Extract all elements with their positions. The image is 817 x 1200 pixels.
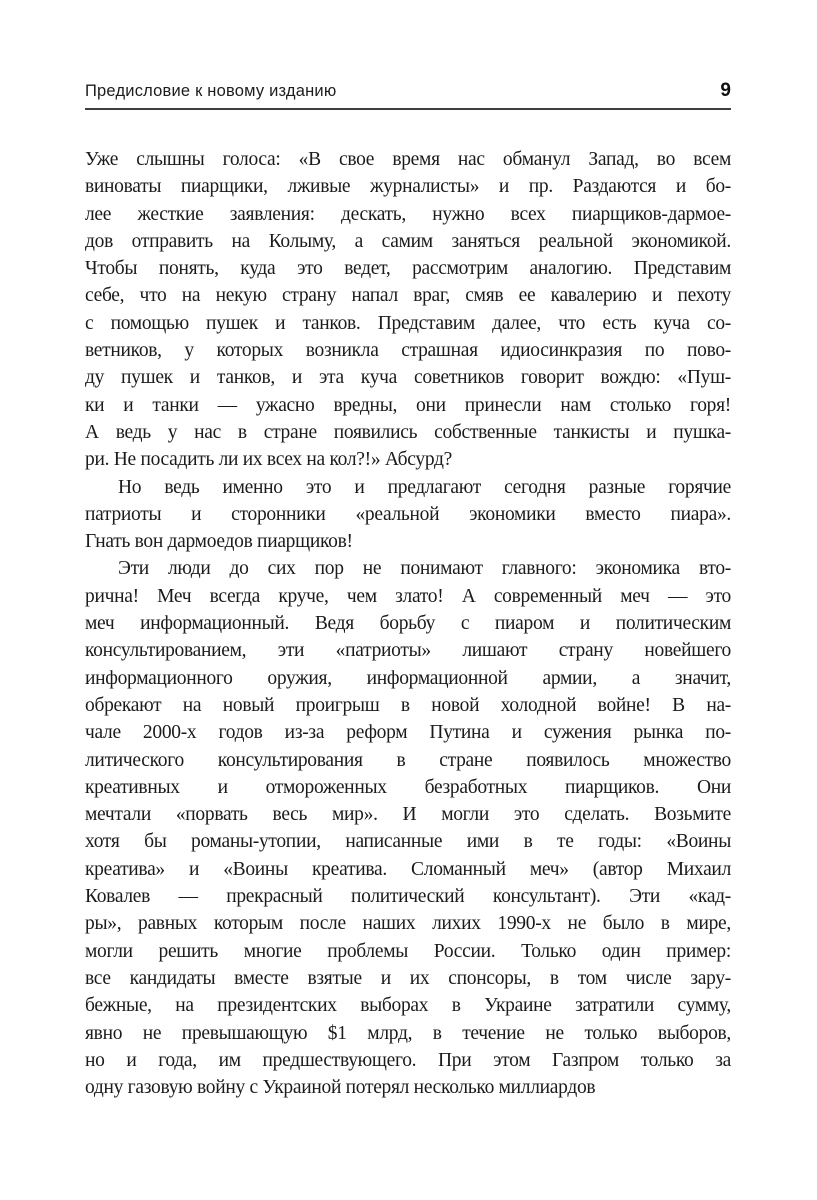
text-line: мечтали «порвать весь мир». И могли это сделать. Возьмите <box>85 804 731 826</box>
text-line: с помощью пушек и танков. Представим далее, что есть куча со- <box>85 312 731 334</box>
running-head-title: Предисловие к новому изданию <box>85 82 337 100</box>
text-line: лее жесткие заявления: дескать, нужно всех пиарщиков-дармое- <box>85 203 731 225</box>
text-line: Ковалев — прекрасный политический консультант). Эти «кад- <box>85 886 731 908</box>
text-line: креатива» и «Воины креатива. Сломанный меч» (автор Михаил <box>85 858 731 880</box>
text-line: патриоты и сторонники «реальной экономики вместо пиара». <box>85 503 731 525</box>
text-line: все кандидаты вместе взятые и их спонсоры, в том числе зару- <box>85 967 731 989</box>
text-line: виноваты пиарщики, лживые журналисты» и пр. Раздаются и бо- <box>85 176 731 198</box>
text-line: чале 2000-х годов из-за реформ Путина и сужения рынка по- <box>85 722 731 744</box>
text-line: ри. Не посадить ли их всех на кол?!» Абсурд? <box>85 449 453 471</box>
text-line: Эти люди до сих пор не понимают главного: экономика вто- <box>118 558 731 580</box>
text-line: Чтобы понять, куда это ведет, рассмотрим аналогию. Представим <box>85 258 731 280</box>
text-line: Но ведь именно это и предлагают сегодня разные горячие <box>118 476 731 498</box>
text-line: Гнать вон дармоедов пиарщиков! <box>85 531 353 553</box>
text-line: литического консультирования в стране появилось множество <box>85 749 731 771</box>
text-line: бежные, на президентских выборах в Украине затратили сумму, <box>85 995 731 1017</box>
body-text <box>85 146 731 1101</box>
text-line: меч информационный. Ведя борьбу с пиаром и политическим <box>85 613 731 635</box>
text-line: ветников, у которых возникла страшная идиосинкразия по пово- <box>85 340 731 362</box>
page-header <box>85 80 731 102</box>
text-line: креативных и отмороженных безработных пиарщиков. Они <box>85 776 731 798</box>
page-number: 9 <box>720 80 731 101</box>
text-line: ры», равных которым после наших лихих 1990-х не было в мире, <box>85 913 731 935</box>
text-line: себе, что на некую страну напал враг, смяв ее кавалерию и пехоту <box>85 285 731 307</box>
text-line: ки и танки — ужасно вредны, они принесли нам столько горя! <box>85 394 731 416</box>
text-line: обрекают на новый проигрыш в новой холодной войне! В на- <box>85 694 731 716</box>
text-line: дов отправить на Колыму, а самим заняться реальной экономикой. <box>85 230 731 252</box>
text-line: ду пушек и танков, и эта куча советников говорит вождю: «Пуш- <box>85 367 731 389</box>
text-line: могли решить многие проблемы России. Только один пример: <box>85 940 731 962</box>
text-line: рична! Меч всегда круче, чем злато! А современный меч — это <box>85 585 731 607</box>
text-line: А ведь у нас в стране появились собственные танкисты и пушка- <box>85 421 731 443</box>
text-line: хотя бы романы-утопии, написанные ими в те годы: «Воины <box>85 831 731 853</box>
text-line: консультированием, эти «патриоты» лишают страну новейшего <box>85 640 731 662</box>
header-rule <box>85 108 731 110</box>
text-line: Уже слышны голоса: «В свое время нас обманул Запад, во всем <box>85 149 731 170</box>
text-line: но и года, им предшествующего. При этом Газпром только за <box>85 1049 731 1071</box>
text-line: явно не превышающую $1 млрд, в течение не только выборов, <box>85 1022 731 1044</box>
text-line: одну газовую войну с Украиной потерял несколько миллиардов <box>85 1077 596 1099</box>
text-line: информационного оружия, информационной армии, а значит, <box>85 667 731 689</box>
